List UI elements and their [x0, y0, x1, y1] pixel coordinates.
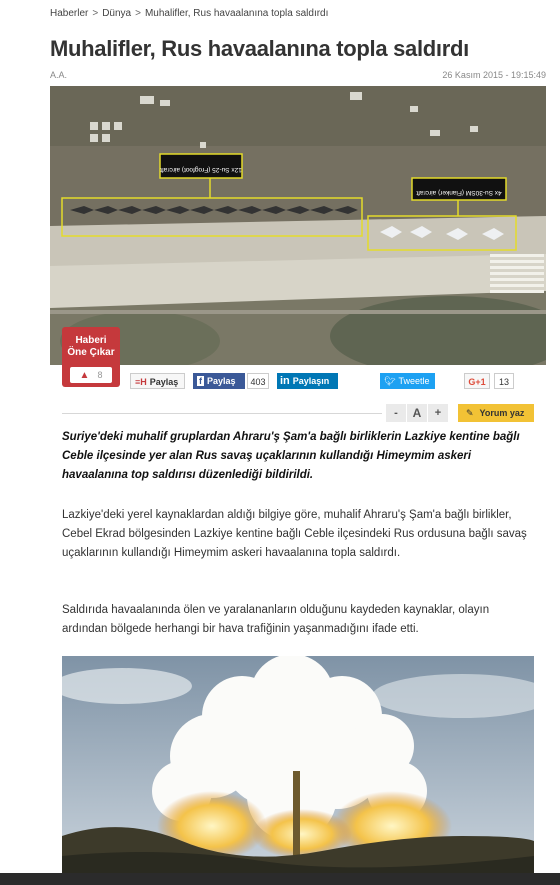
highlight-label-line1: Haberi: [75, 335, 107, 346]
breadcrumb-separator: >: [92, 8, 99, 19]
breadcrumb-haberler[interactable]: Haberler: [50, 8, 89, 19]
arrow-up-icon: ▲: [79, 370, 90, 381]
linkedin-icon: in: [280, 375, 290, 387]
breadcrumb-dunya[interactable]: Dünya: [102, 8, 132, 19]
twitter-share-label: Tweetle: [398, 376, 430, 386]
highlight-vote-button[interactable]: [70, 367, 112, 383]
linkedin-share-button[interactable]: [277, 373, 338, 389]
share-icon: ≡H: [135, 377, 147, 387]
write-comment-label: Yorum yaz: [479, 408, 525, 418]
bottom-bar: [0, 873, 560, 885]
facebook-icon: f: [199, 376, 202, 386]
facebook-share-count: 403: [247, 373, 269, 389]
font-increase-button[interactable]: +: [428, 404, 448, 422]
article-paragraph: Lazkiye'deki yerel kaynaklardan aldığı bilgiye göre, muhalif Ahraru'ş Şam'a bağlı birlikler, Cebel Ekrad bölgesinden Lazkiye kentine bağlı Ceble ilçesindeki Rus ordusuna bağlı savaş uçaklarının kullandığı Himeymim askeri havaalanına topla saldırdı.: [62, 509, 527, 559]
font-size-tools: [386, 404, 449, 422]
pencil-icon: ✎: [466, 408, 474, 418]
hero-image: [50, 86, 546, 365]
divider: [62, 413, 382, 414]
satellite-photo: [50, 86, 546, 365]
highlight-news-badge[interactable]: [62, 327, 120, 387]
breadcrumb-separator: >: [135, 8, 141, 19]
font-decrease-button[interactable]: -: [386, 404, 406, 422]
share-button[interactable]: [130, 373, 185, 389]
write-comment-button[interactable]: [458, 404, 534, 422]
facebook-share-label: Paylaş: [207, 376, 236, 386]
share-label: Paylaş: [149, 377, 179, 387]
article-photo: [62, 656, 534, 873]
article-paragraph: Saldırıda havaalanında ölen ve yaralananların olduğunu kaydeden kaynaklar, olayın ardından bölgede herhangi bir hava trafiğinin yaşanmadığını ifade etti.: [62, 604, 490, 635]
hero-label-b: 4x Su-30SM (Flanker) aircraft: [416, 189, 502, 196]
article-lead: Suriye'deki muhalif gruplardan Ahraru'ş Şam'a bağlı birliklerin Lazkiye kentine bağlı Ceble ilçesinde yer alan Rus savaş uçaklarının kullandığı Himeymim askeri havaalanına top saldırısı düzenlediği bildirildi.: [62, 431, 520, 481]
breadcrumb-current[interactable]: Muhalifler, Rus havaalanına topla saldırdı: [144, 8, 329, 19]
gplus-count: 13: [494, 373, 514, 389]
artillery-photo: [62, 656, 534, 873]
highlight-label-line2: Öne Çıkar: [67, 347, 115, 358]
article-source: A.A.: [50, 70, 68, 80]
gplus-button[interactable]: G+1: [464, 373, 490, 389]
twitter-icon: 🐦︎: [384, 376, 396, 386]
breadcrumb: [50, 8, 328, 19]
page-title: Muhalifler, Rus havaalanına topla saldırdı: [50, 36, 469, 61]
hero-label-a: 12x Su-25 (Frogfoot) aircraft: [160, 166, 242, 173]
linkedin-share-label: Paylaşın: [292, 376, 330, 386]
article-meta: [50, 70, 546, 80]
font-reset-button[interactable]: A: [407, 404, 427, 422]
twitter-share-button[interactable]: [380, 373, 435, 389]
highlight-count: 8: [97, 370, 103, 380]
facebook-share-button[interactable]: [193, 373, 245, 389]
article-date: 26 Kasım 2015 - 19:15:49: [442, 70, 546, 80]
